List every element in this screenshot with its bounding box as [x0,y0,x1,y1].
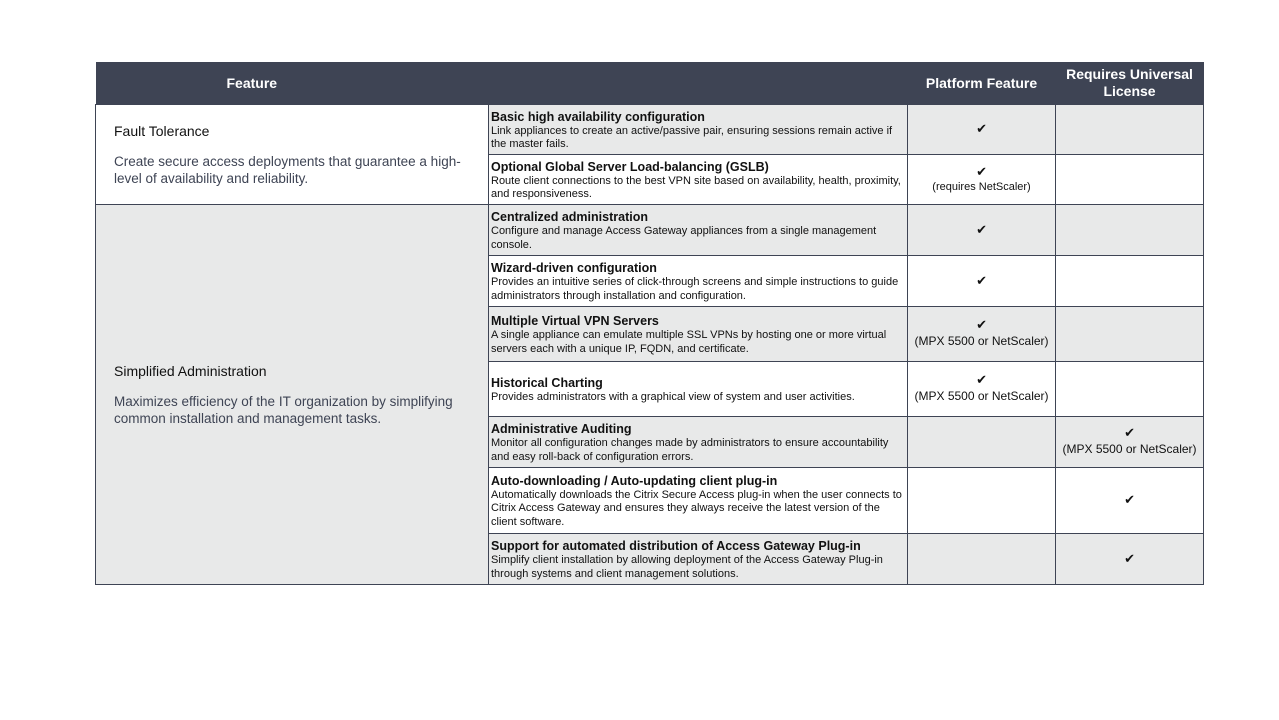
platform-cell [908,417,1056,468]
group-title: Fault Tolerance [114,122,210,139]
feature-detail [489,534,908,585]
feature-detail [489,155,908,205]
feature-description: Monitor all configuration changes made by administrators to ensure accountability and easy roll-back of configuration errors. [491,437,889,463]
check-icon: ✔ [976,318,987,333]
platform-cell [908,307,1056,362]
feature-title: Support for automated distribution of Access Gateway Plug-in [491,539,861,553]
platform-cell [908,468,1056,534]
feature-title: Historical Charting [491,375,603,390]
platform-note: (MPX 5500 or NetScaler) [914,389,1049,403]
platform-note: (MPX 5500 or NetScaler) [914,334,1049,348]
feature-detail [489,256,908,307]
feature-description: Simplify client installation by allowing deployment of the Access Gateway Plug-in through systems and client management solutions. [491,554,883,580]
platform-cell [908,155,1056,205]
check-icon: ✔ [976,273,987,289]
check-icon: ✔ [1124,551,1135,567]
feature-description: Provides an intuitive series of click-through screens and simple instructions to guide administrators through installation and configuration. [491,276,899,302]
feature-title: Administrative Auditing [491,422,632,436]
feature-title: Auto-downloading / Auto-updating client plug-in [491,473,778,488]
table-row [96,205,1204,256]
feature-title: Multiple Virtual VPN Servers [491,314,659,328]
feature-description: Automatically downloads the Citrix Secure Access plug-in when the user connects to Citrix Access Gateway and ensures they always receive the latest version of the client software. [491,488,902,528]
feature-detail [489,417,908,468]
feature-title: Wizard-driven configuration [491,261,657,275]
check-icon: ✔ [1124,493,1135,508]
universal-cell [1056,155,1204,205]
table-row [96,105,1204,155]
platform-note: (requires NetScaler) [932,181,1031,193]
group-description: Create secure access deployments that guarantee a high-level of availability and reliability. [114,153,461,186]
feature-detail [489,205,908,256]
group-fault-tolerance [96,105,489,205]
check-icon: ✔ [976,373,987,388]
universal-cell [1056,256,1204,307]
universal-note: (MPX 5500 or NetScaler) [1062,442,1197,456]
platform-cell [908,362,1056,417]
feature-title: Basic high availability configuration [491,109,705,124]
universal-cell [1056,205,1204,256]
header-platform-feature: Platform Feature [908,62,1056,105]
feature-description: A single appliance can emulate multiple SSL VPNs by hosting one or more virtual servers each with a unique IP, FQDN, and certificate. [491,329,887,355]
feature-title: Optional Global Server Load-balancing (GSLB) [491,159,769,174]
platform-cell [908,534,1056,585]
feature-description: Route client connections to the best VPN site based on availability, health, proximity, and responsiveness. [491,174,901,200]
universal-cell [1056,362,1204,417]
check-icon: ✔ [976,165,987,180]
feature-title: Centralized administration [491,210,648,224]
platform-cell [908,256,1056,307]
group-description: Maximizes efficiency of the IT organization by simplifying common installation and management tasks. [114,393,453,426]
header-universal-license: Requires Universal License [1056,62,1204,105]
check-icon: ✔ [976,222,987,238]
feature-description: Link appliances to create an active/passive pair, ensuring sessions remain active if the master fails. [491,124,893,150]
feature-detail [489,307,908,362]
check-icon: ✔ [1124,426,1135,441]
feature-description: Configure and manage Access Gateway appliances from a single management console. [491,225,877,251]
feature-detail [489,105,908,155]
group-simplified-administration [96,205,489,585]
platform-cell [908,205,1056,256]
universal-cell [1056,534,1204,585]
feature-description: Provides administrators with a graphical view of system and user activities. [491,390,855,403]
group-title: Simplified Administration [114,362,267,379]
check-icon: ✔ [976,122,987,137]
universal-cell [1056,417,1204,468]
platform-cell [908,105,1056,155]
table-header-row [96,62,1204,105]
feature-detail [489,468,908,534]
universal-cell [1056,468,1204,534]
feature-comparison-table [95,62,1204,585]
universal-cell [1056,105,1204,155]
feature-detail [489,362,908,417]
universal-cell [1056,307,1204,362]
header-feature: Feature [96,62,908,105]
